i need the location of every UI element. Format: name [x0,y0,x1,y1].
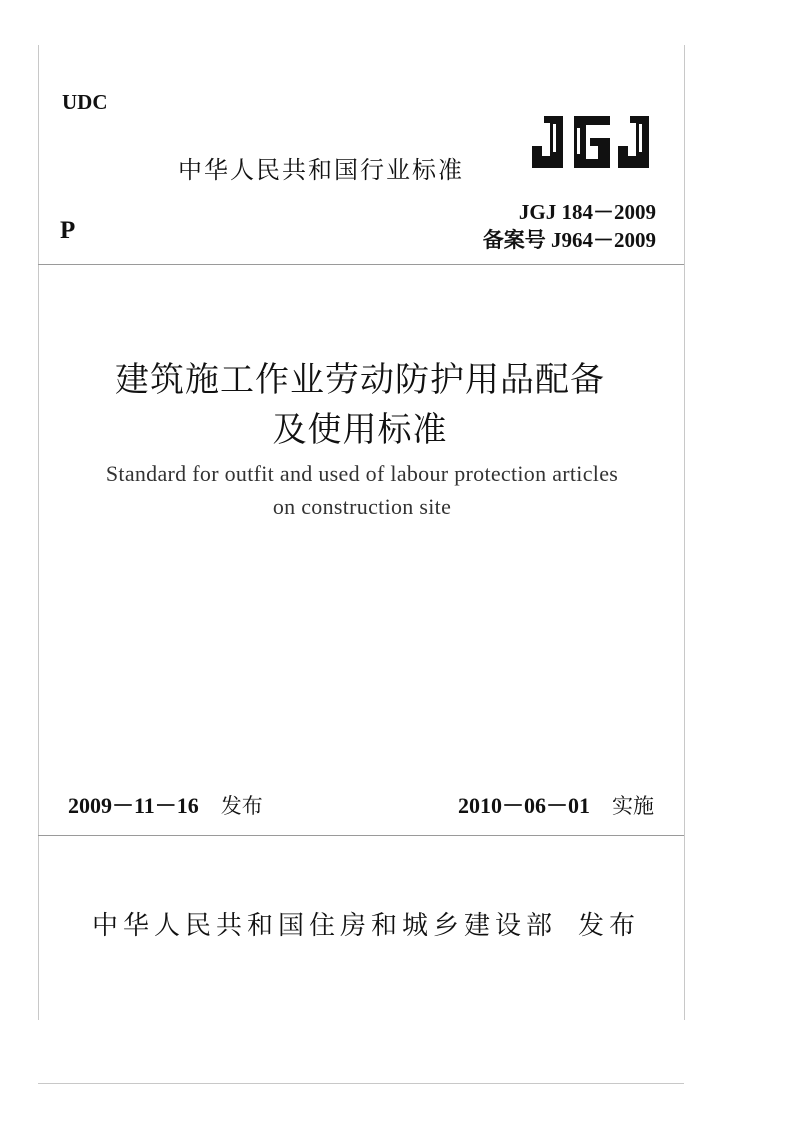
issue-date: 2009－11－16 [68,793,199,818]
udc-label: UDC [62,90,108,114]
standard-category-title: 中华人民共和国行业标准 [178,156,464,184]
standard-number: JGJ 184－2009 [518,200,656,224]
publisher-name: 中华人民共和国住房和城乡建设部 [92,911,558,941]
jgj-logo [528,112,658,174]
implement-label: 实施 [612,794,654,818]
title-chinese-line2: 及使用标准 [272,410,448,450]
title-english-line2: on construction site [272,494,452,519]
title-english-line1: Standard for outfit and used of labour protection articles [105,461,619,486]
issue-date-block [68,789,263,820]
issue-label: 发布 [220,794,263,818]
left-border-line [38,45,39,1020]
bottom-divider [38,1083,684,1084]
implement-date-block [458,789,654,820]
implement-date: 2010－06－01 [457,793,590,818]
title-chinese-line1: 建筑施工作业劳动防护用品配备 [115,360,605,400]
record-number: 备案号 J964－2009 [482,228,656,252]
dates-divider [38,835,684,836]
category-code: P [60,217,76,244]
header-divider [38,264,684,265]
right-border-line [684,45,685,1020]
publish-label: 发布 [578,911,641,941]
